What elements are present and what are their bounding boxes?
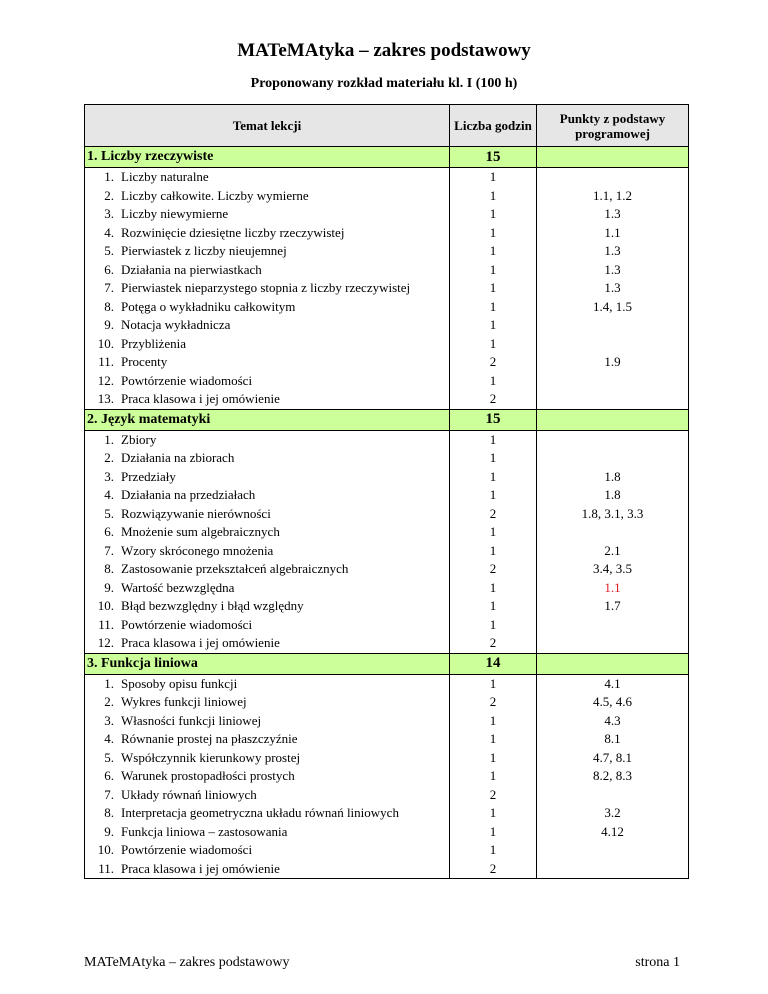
lesson-number: 10. (97, 598, 114, 614)
table-row (85, 205, 689, 224)
lesson-points: 4.12 (537, 823, 689, 842)
lesson-points (537, 449, 689, 468)
lesson-topic-cell (85, 224, 450, 243)
lesson-hours: 1 (450, 372, 537, 391)
table-row (85, 486, 689, 505)
lesson-hours: 1 (450, 279, 537, 298)
lesson-hours: 1 (450, 335, 537, 354)
lesson-topic: Pierwiastek nieparzystego stopnia z liczby rzeczywistej (121, 280, 411, 296)
lesson-hours: 2 (450, 353, 537, 372)
lesson-topic-cell (85, 730, 450, 749)
lesson-hours: 1 (450, 261, 537, 280)
lesson-hours: 1 (450, 749, 537, 768)
lesson-points: 1.9 (537, 353, 689, 372)
lesson-topic-cell (85, 187, 450, 206)
lesson-points: 4.5, 4.6 (537, 693, 689, 712)
lesson-topic: Potęga o wykładniku całkowitym (121, 298, 296, 314)
lesson-hours: 1 (450, 430, 537, 449)
lesson-topic: Procenty (121, 354, 168, 370)
lesson-topic: Wykres funkcji liniowej (121, 694, 247, 710)
table-row (85, 187, 689, 206)
lesson-topic: Liczby naturalne (121, 169, 209, 185)
lesson-hours: 1 (450, 597, 537, 616)
lesson-number: 4. (104, 731, 114, 747)
lesson-topic-cell (85, 579, 450, 598)
lesson-points: 1.8 (537, 468, 689, 487)
lesson-topic: Notacja wykładnicza (121, 317, 231, 333)
lesson-topic-cell (85, 860, 450, 879)
lesson-points (537, 168, 689, 187)
lesson-hours: 2 (450, 560, 537, 579)
lesson-topic-cell (85, 693, 450, 712)
lesson-hours: 2 (450, 860, 537, 879)
lesson-number: 6. (104, 261, 114, 277)
table-row (85, 767, 689, 786)
lesson-points: 2.1 (537, 542, 689, 561)
section-title: 3. Funkcja liniowa (85, 653, 450, 674)
section-row (85, 147, 689, 168)
table-row (85, 523, 689, 542)
section-points (537, 147, 689, 168)
lesson-hours: 1 (450, 298, 537, 317)
lesson-number: 3. (104, 712, 114, 728)
table-row (85, 353, 689, 372)
lesson-hours: 1 (450, 449, 537, 468)
lesson-points: 1.1 (537, 224, 689, 243)
lesson-hours: 2 (450, 634, 537, 653)
lesson-topic-cell (85, 335, 450, 354)
lesson-number: 9. (104, 579, 114, 595)
lesson-topic: Funkcja liniowa – zastosowania (121, 823, 288, 839)
lesson-topic-cell (85, 786, 450, 805)
section-row (85, 653, 689, 674)
lesson-hours: 2 (450, 390, 537, 409)
lesson-hours: 2 (450, 786, 537, 805)
lesson-number: 5. (104, 505, 114, 521)
table-row (85, 316, 689, 335)
section-row (85, 409, 689, 430)
lesson-hours: 1 (450, 767, 537, 786)
table-row (85, 597, 689, 616)
lesson-points (537, 860, 689, 879)
table-row (85, 804, 689, 823)
lesson-number: 11. (98, 616, 114, 632)
lesson-topic-cell (85, 430, 450, 449)
lesson-topic-cell (85, 712, 450, 731)
lesson-topic: Wzory skróconego mnożenia (121, 542, 274, 558)
lesson-topic-cell (85, 634, 450, 653)
section-hours: 15 (450, 147, 537, 168)
lesson-number: 2. (104, 694, 114, 710)
lesson-hours: 1 (450, 316, 537, 335)
lesson-points: 1.7 (537, 597, 689, 616)
lesson-hours: 1 (450, 616, 537, 635)
lesson-topic-cell (85, 823, 450, 842)
lesson-number: 11. (98, 354, 114, 370)
table-row (85, 730, 689, 749)
lesson-hours: 1 (450, 804, 537, 823)
lesson-number: 8. (104, 561, 114, 577)
lesson-topic-cell (85, 298, 450, 317)
lesson-number: 7. (104, 786, 114, 802)
lesson-topic: Równanie prostej na płaszczyźnie (121, 731, 298, 747)
lesson-hours: 1 (450, 486, 537, 505)
lesson-topic-cell (85, 390, 450, 409)
table-row (85, 560, 689, 579)
lesson-points: 1.8 (537, 486, 689, 505)
column-header-topic: Temat lekcji (85, 105, 450, 147)
table-row (85, 616, 689, 635)
lesson-topic-cell (85, 523, 450, 542)
lesson-topic: Rozwinięcie dziesiętne liczby rzeczywistej (121, 224, 345, 240)
lesson-points: 1.1 (537, 579, 689, 598)
section-title: 2. Język matematyki (85, 409, 450, 430)
document-title: MATeMAtyka – zakres podstawowy (237, 40, 531, 61)
lesson-plan-table (84, 104, 689, 879)
lesson-points: 1.3 (537, 242, 689, 261)
lesson-points (537, 616, 689, 635)
lesson-topic: Przybliżenia (121, 335, 186, 351)
lesson-topic-cell (85, 841, 450, 860)
lesson-points: 8.2, 8.3 (537, 767, 689, 786)
lesson-number: 11. (98, 860, 114, 876)
lesson-topic-cell (85, 353, 450, 372)
section-hours: 14 (450, 653, 537, 674)
lesson-topic: Działania na pierwiastkach (121, 261, 262, 277)
lesson-topic: Zastosowanie przekształceń algebraicznych (121, 561, 349, 577)
lesson-topic: Praca klasowa i jej omówienie (121, 635, 280, 651)
lesson-number: 12. (97, 635, 114, 651)
table-row (85, 542, 689, 561)
lesson-hours: 1 (450, 542, 537, 561)
lesson-hours: 1 (450, 242, 537, 261)
lesson-topic-cell (85, 242, 450, 261)
table-row (85, 841, 689, 860)
lesson-topic: Praca klasowa i jej omówienie (121, 391, 280, 407)
table-row (85, 449, 689, 468)
lesson-topic-cell (85, 372, 450, 391)
lesson-number: 10. (97, 842, 114, 858)
lesson-topic-cell (85, 468, 450, 487)
lesson-points (537, 786, 689, 805)
lesson-points (537, 372, 689, 391)
lesson-topic-cell (85, 804, 450, 823)
lesson-number: 1. (104, 431, 114, 447)
column-header-points: Punkty z podstawy programowej (537, 105, 689, 147)
lesson-points: 4.7, 8.1 (537, 749, 689, 768)
lesson-topic: Powtórzenie wiadomości (121, 842, 253, 858)
lesson-hours: 1 (450, 468, 537, 487)
lesson-topic-cell (85, 261, 450, 280)
lesson-topic: Układy równań liniowych (121, 786, 257, 802)
lesson-number: 4. (104, 224, 114, 240)
lesson-number: 8. (104, 805, 114, 821)
lesson-topic-cell (85, 597, 450, 616)
table-row (85, 468, 689, 487)
lesson-hours: 1 (450, 674, 537, 693)
lesson-number: 8. (104, 298, 114, 314)
table-row (85, 860, 689, 879)
lesson-points (537, 430, 689, 449)
column-header-hours: Liczba godzin (450, 105, 537, 147)
table-row (85, 279, 689, 298)
lesson-hours: 1 (450, 523, 537, 542)
lesson-number: 1. (104, 169, 114, 185)
table-row (85, 749, 689, 768)
lesson-topic: Działania na zbiorach (121, 450, 235, 466)
lesson-points: 8.1 (537, 730, 689, 749)
footer-title: MATeMAtyka – zakres podstawowy (84, 955, 290, 970)
lesson-points (537, 335, 689, 354)
table-row (85, 693, 689, 712)
lesson-topic: Współczynnik kierunkowy prostej (121, 749, 301, 765)
lesson-topic-cell (85, 674, 450, 693)
table-row (85, 298, 689, 317)
lesson-topic-cell (85, 542, 450, 561)
lesson-hours: 1 (450, 168, 537, 187)
table-row (85, 390, 689, 409)
lesson-topic-cell (85, 205, 450, 224)
lesson-number: 5. (104, 243, 114, 259)
lesson-number: 4. (104, 487, 114, 503)
lesson-topic: Rozwiązywanie nierówności (121, 505, 271, 521)
lesson-points: 1.1, 1.2 (537, 187, 689, 206)
lesson-topic-cell (85, 505, 450, 524)
lesson-number: 9. (104, 317, 114, 333)
lesson-topic: Liczby całkowite. Liczby wymierne (121, 187, 309, 203)
table-row (85, 505, 689, 524)
table-row (85, 261, 689, 280)
lesson-number: 2. (104, 450, 114, 466)
lesson-number: 3. (104, 468, 114, 484)
lesson-number: 12. (97, 372, 114, 388)
lesson-number: 3. (104, 206, 114, 222)
lesson-hours: 2 (450, 505, 537, 524)
lesson-topic: Praca klasowa i jej omówienie (121, 860, 280, 876)
table-row (85, 430, 689, 449)
lesson-topic-cell (85, 486, 450, 505)
table-header-row (85, 105, 689, 147)
lesson-hours: 1 (450, 579, 537, 598)
lesson-number: 6. (104, 524, 114, 540)
lesson-points: 4.3 (537, 712, 689, 731)
lesson-topic: Liczby niewymierne (121, 206, 229, 222)
lesson-points (537, 316, 689, 335)
table-row (85, 168, 689, 187)
lesson-hours: 1 (450, 187, 537, 206)
lesson-points (537, 523, 689, 542)
lesson-topic: Powtórzenie wiadomości (121, 372, 253, 388)
lesson-topic: Własności funkcji liniowej (121, 712, 262, 728)
lesson-hours: 2 (450, 693, 537, 712)
table-row (85, 372, 689, 391)
section-hours: 15 (450, 409, 537, 430)
lesson-hours: 1 (450, 823, 537, 842)
lesson-hours: 1 (450, 841, 537, 860)
lesson-topic-cell (85, 616, 450, 635)
lesson-hours: 1 (450, 224, 537, 243)
table-row (85, 242, 689, 261)
lesson-topic: Sposoby opisu funkcji (121, 675, 238, 691)
lesson-points (537, 390, 689, 409)
lesson-points: 1.3 (537, 205, 689, 224)
lesson-topic: Przedziały (121, 468, 176, 484)
table-row (85, 823, 689, 842)
document-subtitle: Proponowany rozkład materiału kl. I (100 h) (250, 76, 518, 91)
lesson-number: 5. (104, 749, 114, 765)
page-number: strona 1 (635, 955, 680, 970)
lesson-topic-cell (85, 279, 450, 298)
lesson-topic: Interpretacja geometryczna układu równań liniowych (121, 805, 399, 821)
lesson-number: 1. (104, 675, 114, 691)
lesson-number: 2. (104, 187, 114, 203)
lesson-number: 6. (104, 768, 114, 784)
lesson-hours: 1 (450, 712, 537, 731)
lesson-topic-cell (85, 749, 450, 768)
lesson-topic-cell (85, 767, 450, 786)
lesson-hours: 1 (450, 205, 537, 224)
lesson-points (537, 841, 689, 860)
lesson-points: 1.3 (537, 261, 689, 280)
lesson-topic-cell (85, 168, 450, 187)
lesson-topic: Zbiory (121, 431, 157, 447)
lesson-topic-cell (85, 560, 450, 579)
table-row (85, 674, 689, 693)
lesson-points: 1.3 (537, 279, 689, 298)
lesson-number: 7. (104, 542, 114, 558)
lesson-topic: Działania na przedziałach (121, 487, 256, 503)
section-points (537, 653, 689, 674)
section-title: 1. Liczby rzeczywiste (85, 147, 450, 168)
lesson-topic: Mnożenie sum algebraicznych (121, 524, 280, 540)
table-body (85, 147, 689, 879)
lesson-topic: Powtórzenie wiadomości (121, 616, 253, 632)
lesson-topic: Błąd bezwzględny i błąd względny (121, 598, 304, 614)
lesson-number: 13. (97, 391, 114, 407)
lesson-topic-cell (85, 449, 450, 468)
lesson-topic: Pierwiastek z liczby nieujemnej (121, 243, 287, 259)
table-row (85, 712, 689, 731)
lesson-number: 7. (104, 280, 114, 296)
lesson-number: 10. (97, 335, 114, 351)
lesson-points: 4.1 (537, 674, 689, 693)
table-row (85, 579, 689, 598)
section-points (537, 409, 689, 430)
lesson-points: 1.8, 3.1, 3.3 (537, 505, 689, 524)
lesson-topic: Warunek prostopadłości prostych (121, 768, 295, 784)
lesson-points: 3.4, 3.5 (537, 560, 689, 579)
lesson-topic: Wartość bezwzględna (121, 579, 235, 595)
lesson-points: 1.4, 1.5 (537, 298, 689, 317)
table-row (85, 634, 689, 653)
lesson-points (537, 634, 689, 653)
table-row (85, 786, 689, 805)
lesson-number: 9. (104, 823, 114, 839)
lesson-hours: 1 (450, 730, 537, 749)
lesson-topic-cell (85, 316, 450, 335)
table-row (85, 335, 689, 354)
lesson-points: 3.2 (537, 804, 689, 823)
table-row (85, 224, 689, 243)
